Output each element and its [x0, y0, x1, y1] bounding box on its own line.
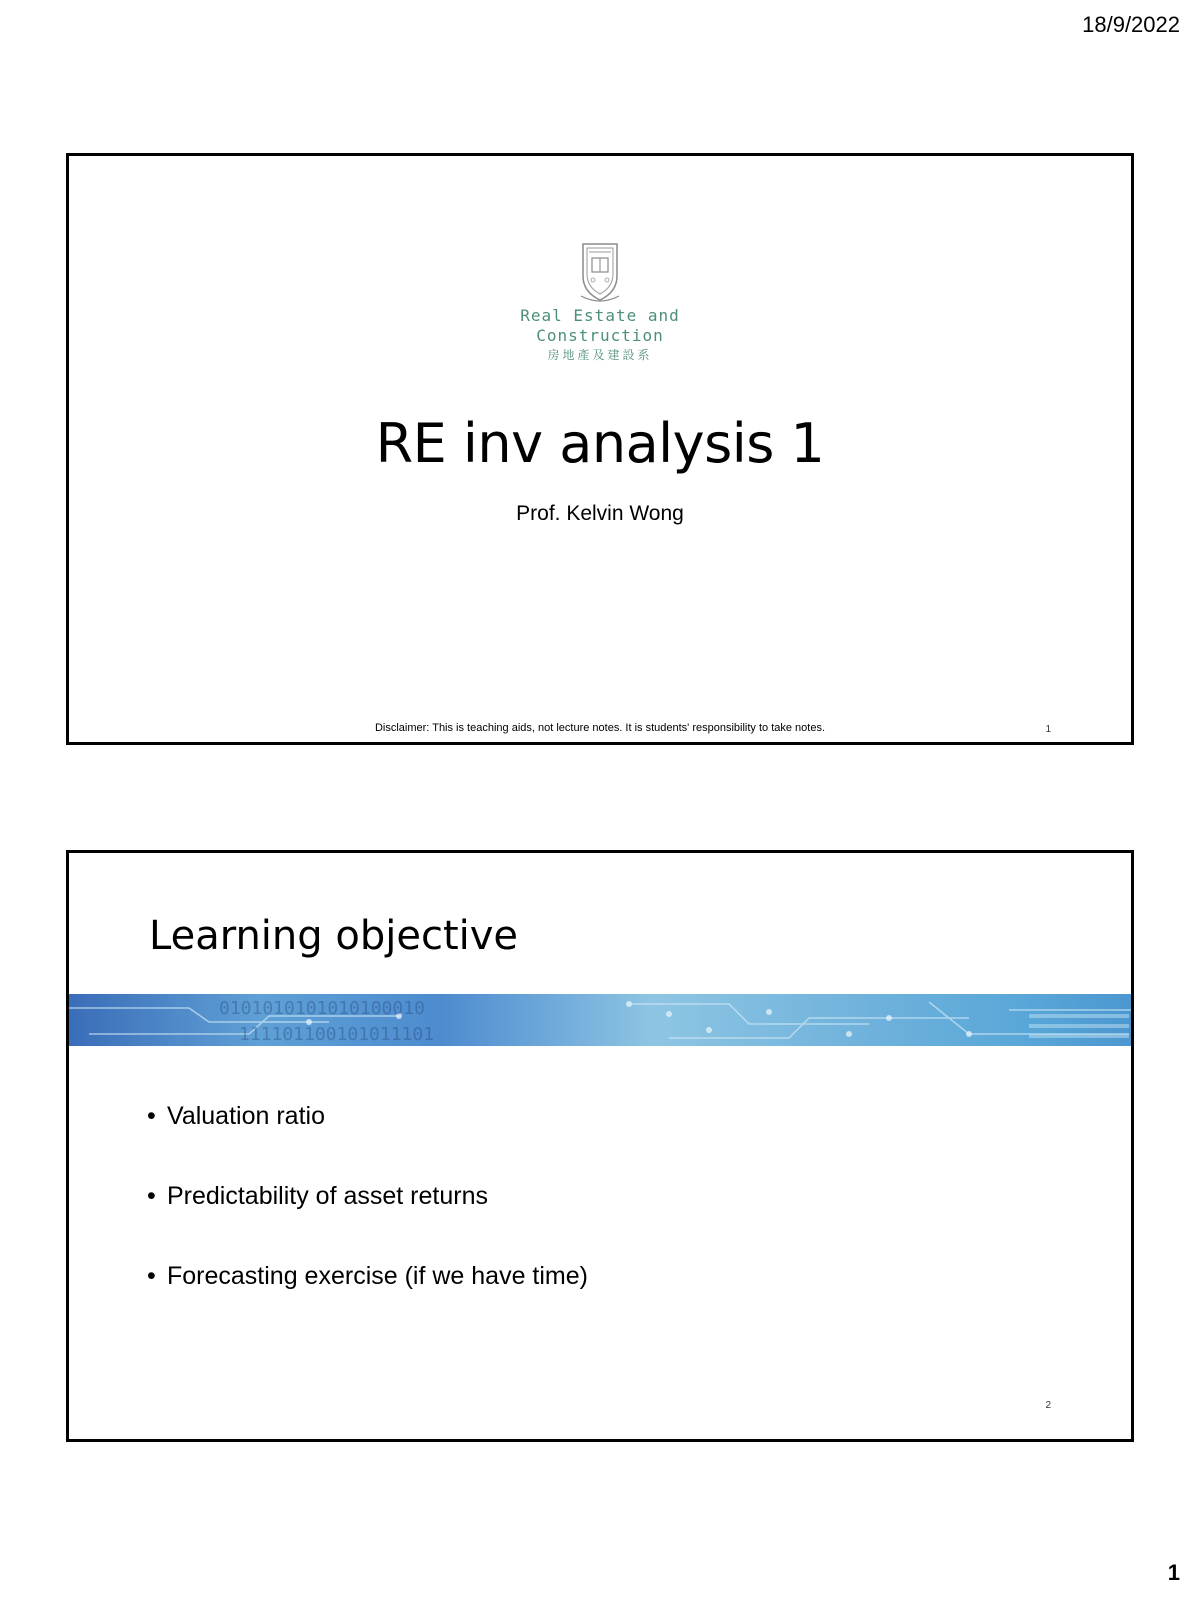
logo-text-line-2: Construction: [536, 326, 664, 345]
list-item: [147, 1263, 588, 1289]
bullet-text: Predictability of asset returns: [167, 1182, 488, 1210]
svg-text:111101100101011101: 111101100101011101: [239, 1024, 435, 1045]
page-date: 18/9/2022: [1082, 12, 1180, 37]
svg-text:0101010101010100010: 0101010101010100010: [219, 998, 425, 1019]
slide-subtitle: Prof. Kelvin Wong: [516, 502, 684, 525]
slide-heading: Learning objective: [149, 913, 519, 959]
logo-text-line-1: Real Estate and: [520, 306, 680, 325]
logo-text-chinese: 房地產及建設系: [547, 348, 653, 362]
disclaimer-text: Disclaimer: This is teaching aids, not lecture notes. It is students' responsibility to take notes.: [374, 722, 826, 734]
bullet-marker: •: [147, 1262, 156, 1290]
bullet-list: [147, 1103, 588, 1343]
university-crest-icon: [577, 240, 623, 304]
bullet-marker: •: [147, 1102, 156, 1130]
department-logo: [69, 240, 1131, 364]
bullet-text: Forecasting exercise (if we have time): [167, 1262, 588, 1290]
slide-number: 2: [1045, 1400, 1051, 1411]
slide-title: RE inv analysis 1: [375, 412, 825, 475]
slide-number: 1: [1045, 724, 1051, 735]
bullet-marker: •: [147, 1182, 156, 1210]
page-number: 1: [1167, 1560, 1180, 1585]
list-item: [147, 1183, 588, 1209]
decorative-banner: [69, 994, 1131, 1046]
circuit-pattern-icon: [69, 994, 1131, 1046]
bullet-text: Valuation ratio: [167, 1102, 325, 1130]
slide-1: [66, 153, 1134, 745]
slide-2: [66, 850, 1134, 1442]
list-item: [147, 1103, 588, 1129]
